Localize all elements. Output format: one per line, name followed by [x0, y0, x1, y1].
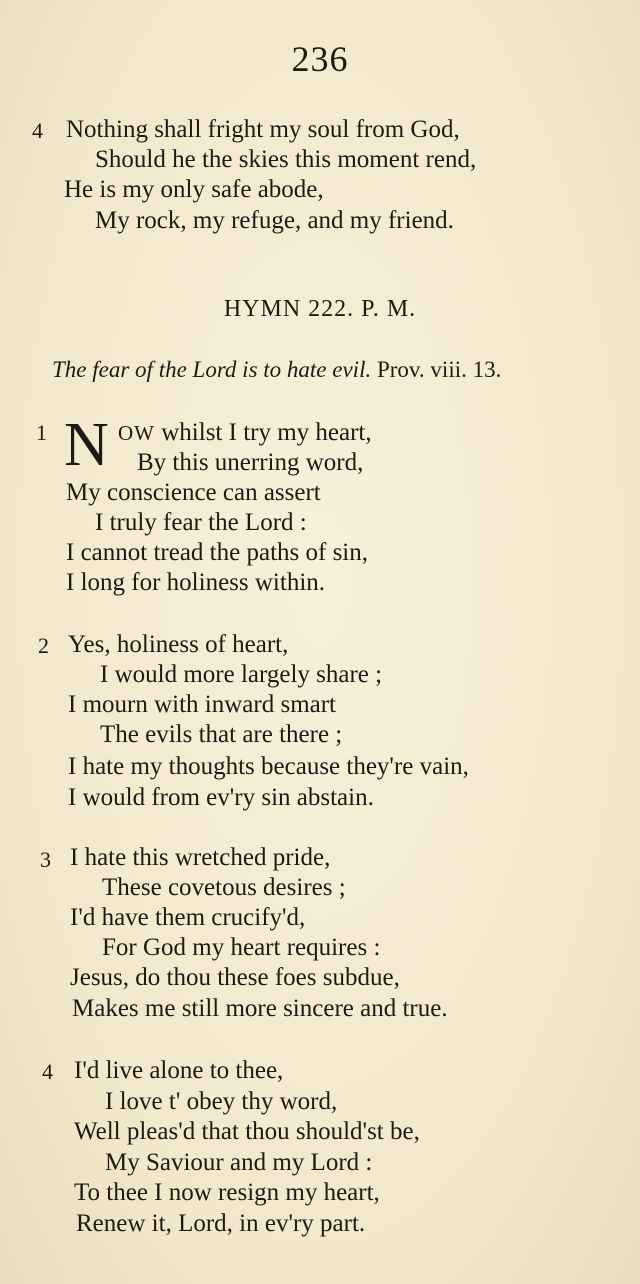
verse-line: Should he the skies this moment rend, — [95, 146, 477, 173]
verse-line: Yes, holiness of heart, — [68, 631, 289, 658]
verse-line: My conscience can assert — [66, 479, 321, 506]
verse-line: Nothing shall fright my soul from God, — [66, 116, 460, 143]
verse-line: To thee I now resign my heart, — [74, 1179, 380, 1206]
verse-line: I'd live alone to thee, — [74, 1057, 284, 1084]
verse-line — [118, 418, 372, 448]
page-number: 236 — [291, 39, 349, 79]
verse-line: By this unerring word, — [137, 449, 364, 476]
verse-line: These covetous desires ; — [102, 874, 346, 901]
verse-line: Well pleas'd that thou should'st be, — [74, 1118, 420, 1145]
verse-line: I would more largely share ; — [100, 661, 383, 688]
verse-line: I long for holiness within. — [66, 569, 326, 596]
verse-number: 2 — [38, 633, 49, 658]
verse-line: He is my only safe abode, — [64, 176, 324, 203]
small-caps-word: OW — [118, 421, 155, 445]
verse-line: I hate my thoughts because they're vain, — [68, 753, 469, 780]
verse-line: My rock, my refuge, and my friend. — [95, 207, 454, 234]
verse-line: For God my heart requires : — [102, 934, 381, 961]
verse-number: 3 — [40, 847, 51, 872]
verse-line: I mourn with inward smart — [68, 691, 337, 718]
verse-line: Renew it, Lord, in ev'ry part. — [76, 1210, 366, 1237]
verse-line: I love t' obey thy word, — [105, 1088, 338, 1115]
verse-number: 4 — [32, 118, 43, 143]
verse-line: I would from ev'ry sin abstain. — [68, 784, 374, 811]
drop-cap: N — [64, 411, 109, 479]
scripture-reference: Prov. viii. 13. — [376, 357, 502, 382]
verse-line: I cannot tread the paths of sin, — [66, 539, 368, 566]
verse-number: 1 — [36, 420, 47, 445]
verse-line: The evils that are there ; — [100, 721, 343, 748]
hymn-title: HYMN 222. P. M. — [223, 296, 417, 322]
line-tail: whilst I try my heart, — [155, 419, 372, 446]
verse-line: I hate this wretched pride, — [70, 844, 331, 871]
verse-line: I truly fear the Lord : — [95, 509, 307, 536]
hymn-subtitle — [52, 357, 501, 383]
scripture-text: The fear of the Lord is to hate evil. — [52, 357, 372, 382]
verse-line: I'd have them crucify'd, — [70, 904, 306, 931]
verse-line: My Saviour and my Lord : — [105, 1149, 373, 1176]
verse-line: Jesus, do thou these foes subdue, — [70, 964, 400, 991]
verse-number: 4 — [42, 1059, 53, 1084]
verse-line: Makes me still more sincere and true. — [72, 995, 448, 1022]
